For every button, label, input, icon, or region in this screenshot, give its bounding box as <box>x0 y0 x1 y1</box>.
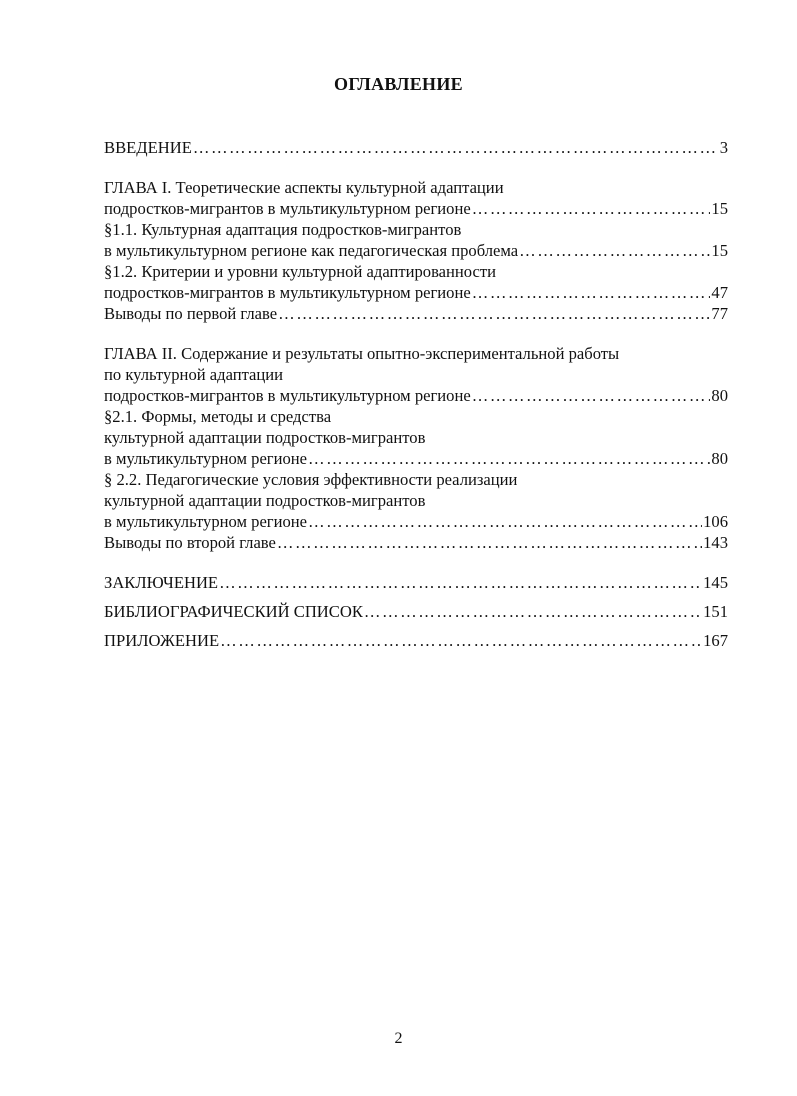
toc-entry-page: 151 <box>703 602 728 621</box>
dot-leader <box>220 630 702 651</box>
page-number: 2 <box>394 1030 403 1047</box>
toc-entry-section-2-1[interactable] <box>104 448 728 469</box>
toc-entry-page: 167 <box>703 631 728 650</box>
dot-leader <box>278 303 710 324</box>
toc-entry-text: подростков-мигрантов в мультикультурном регионе <box>104 199 471 218</box>
toc-entry-text: подростков-мигрантов в мультикультурном регионе <box>104 386 471 405</box>
toc-entry-text: Выводы по первой главе <box>104 304 278 323</box>
dot-leader <box>308 448 710 469</box>
toc-entry-text: Выводы по второй главе <box>104 533 276 552</box>
toc-entry-page: 77 <box>711 304 728 323</box>
dot-leader <box>472 198 711 219</box>
toc-entry-text: подростков-мигрантов в мультикультурном регионе <box>104 283 471 302</box>
dot-leader <box>519 240 710 261</box>
section-1-1-heading[interactable]: §1.1. Культурная адаптация подростков-мигрантов <box>104 220 462 239</box>
toc-entry-section-2-2[interactable] <box>104 511 728 532</box>
dot-leader <box>308 511 702 532</box>
section-2-1-heading-line-2[interactable]: культурной адаптации подростков-мигрантов <box>104 428 426 447</box>
toc-entry-page: 15 <box>711 241 728 260</box>
dot-leader <box>277 532 702 553</box>
toc-entry-text: ПРИЛОЖЕНИЕ <box>104 631 220 650</box>
toc-entry-text: в мультикультурном регионе <box>104 449 308 468</box>
toc-entry-section-1-1[interactable] <box>104 240 728 261</box>
toc-entry-page: 3 <box>719 138 728 157</box>
dot-leader <box>193 137 719 158</box>
toc-entry-conclusion[interactable] <box>104 572 728 593</box>
toc-entry-page: 15 <box>711 199 728 218</box>
toc-entry-introduction[interactable] <box>104 137 728 158</box>
dot-leader <box>472 282 711 303</box>
section-1-2-heading[interactable]: §1.2. Критерии и уровни культурной адаптированности <box>104 262 497 281</box>
toc-entry-appendix[interactable] <box>104 630 728 651</box>
chapter-2-heading[interactable]: ГЛАВА II. Содержание и результаты опытно-экспериментальной работы <box>104 344 620 363</box>
toc-entry-page: 80 <box>711 449 728 468</box>
toc-entry-page: 145 <box>703 573 728 592</box>
dot-leader <box>219 572 702 593</box>
table-of-contents <box>104 137 728 651</box>
dot-leader <box>472 385 711 406</box>
dot-leader <box>364 601 702 622</box>
toc-entry-page: 80 <box>711 386 728 405</box>
toc-entry-chapter-1-conclusions[interactable] <box>104 303 728 324</box>
toc-entry-text: в мультикультурном регионе <box>104 512 308 531</box>
toc-entry-chapter-1[interactable] <box>104 198 728 219</box>
chapter-2-heading-line-2[interactable]: по культурной адаптации <box>104 365 284 384</box>
toc-entry-bibliography[interactable] <box>104 601 728 622</box>
toc-entry-page: 106 <box>703 512 728 531</box>
toc-entry-text: БИБЛИОГРАФИЧЕСКИЙ СПИСОК <box>104 602 363 621</box>
document-title: ОГЛАВЛЕНИЕ <box>334 74 463 94</box>
toc-entry-chapter-2-conclusions[interactable] <box>104 532 728 553</box>
toc-entry-chapter-2[interactable] <box>104 385 728 406</box>
toc-entry-text: ВВЕДЕНИЕ <box>104 138 192 157</box>
section-2-1-heading[interactable]: §2.1. Формы, методы и средства <box>104 407 332 426</box>
toc-entry-page: 47 <box>711 283 728 302</box>
toc-entry-page: 143 <box>703 533 728 552</box>
toc-entry-text: ЗАКЛЮЧЕНИЕ <box>104 573 219 592</box>
chapter-1-heading[interactable]: ГЛАВА I. Теоретические аспекты культурной адаптации <box>104 178 504 197</box>
toc-entry-section-1-2[interactable] <box>104 282 728 303</box>
section-2-2-heading[interactable]: § 2.2. Педагогические условия эффективности реализации <box>104 470 518 489</box>
section-2-2-heading-line-2[interactable]: культурной адаптации подростков-мигрантов <box>104 491 426 510</box>
toc-entry-text: в мультикультурном регионе как педагогическая проблема <box>104 241 519 260</box>
